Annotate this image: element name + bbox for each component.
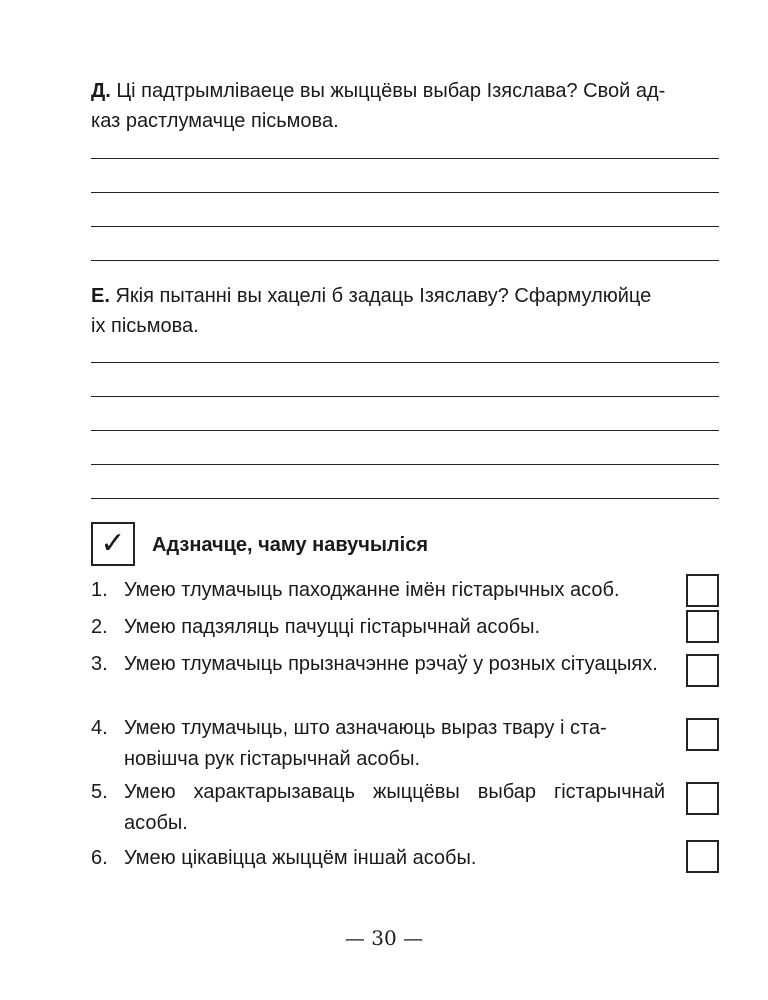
self-check-item-1 [91,575,671,606]
checkmark-icon: ✓ [100,526,126,561]
self-check-item-5 [91,777,671,839]
answer-line[interactable] [91,226,719,227]
self-check-title: Адзначце, чаму навучыліся [152,534,428,556]
self-check-item-2 [91,612,671,643]
answer-line[interactable] [91,464,719,465]
page-number: — 30 — [344,926,424,950]
self-check-item-6 [91,843,671,874]
answer-line[interactable] [91,430,719,431]
checkmark-icon-box [91,522,135,566]
item-text: Умею тлумачыць прызначэнне рэчаў у розных сітуацыях. [124,653,658,675]
question-letter: Д. [91,80,111,102]
question-e [91,281,719,341]
self-check-checkbox-4[interactable] [686,718,719,751]
self-check-checkbox-6[interactable] [686,840,719,873]
item-number: 5. [91,781,108,803]
self-check-item-4 [91,713,671,775]
item-number: 2. [91,616,108,638]
self-check-checkbox-5[interactable] [686,782,719,815]
self-check-checkbox-1[interactable] [686,574,719,607]
item-text: Умею тлумачыць, што азначаюць выраз твару і ста- новішча рук гістарычнай асобы. [124,717,607,770]
answer-line[interactable] [91,396,719,397]
item-number: 1. [91,579,108,601]
question-letter: Е. [91,285,110,307]
answer-line[interactable] [91,362,719,363]
item-text: Умею цікавіцца жыццём іншай асобы. [124,847,477,869]
item-text: Умею падзяляць пачуцці гістарычнай асобы. [124,616,541,638]
answer-line[interactable] [91,498,719,499]
item-text: Умею характарызаваць жыццёвы выбар гістарычнай асобы. [124,781,665,834]
item-number: 6. [91,847,108,869]
self-check-item-3 [91,649,671,680]
item-number: 4. [91,717,108,739]
item-text: Умею тлумачыць паходжанне імён гістарычных асоб. [124,579,620,601]
self-check-checkbox-3[interactable] [686,654,719,687]
answer-line[interactable] [91,260,719,261]
answer-line[interactable] [91,158,719,159]
self-check-checkbox-2[interactable] [686,610,719,643]
question-d [91,76,719,136]
item-number: 3. [91,653,108,675]
answer-line[interactable] [91,192,719,193]
question-text: Ці падтрымліваеце вы жыццёвы выбар Ізяслава? Свой ад- каз растлумачце пісьмова. [91,80,666,132]
question-text: Якія пытанні вы хацелі б задаць Ізяславу? Сфармулюйце іх пісьмова. [91,285,652,337]
